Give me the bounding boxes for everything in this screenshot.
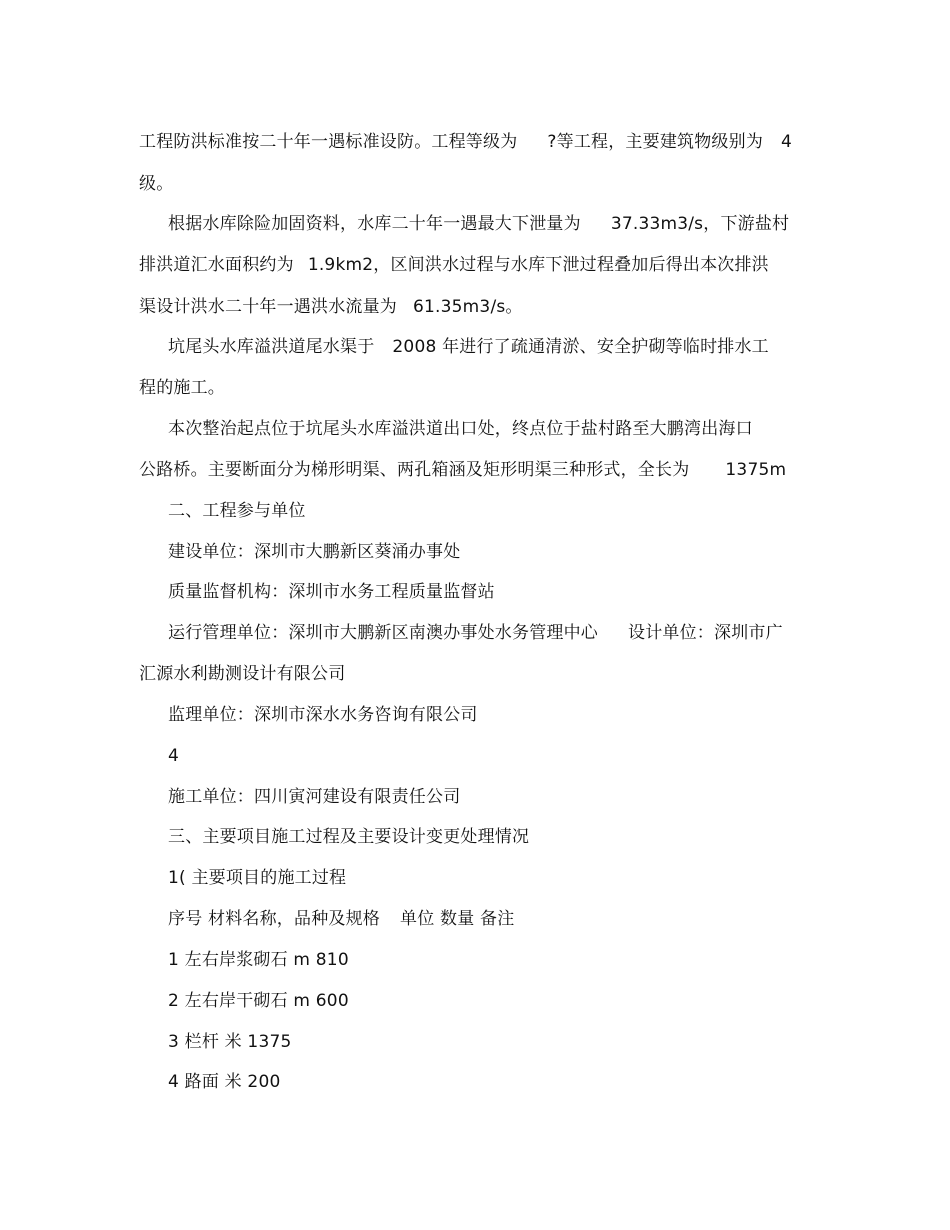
text-line xyxy=(168,622,783,644)
text-segment: 1 左右岸浆砌石 m 810 xyxy=(168,950,349,970)
text-line xyxy=(139,173,173,195)
text-line xyxy=(139,131,792,153)
text-line xyxy=(168,541,460,563)
text-segment: 工程防洪标准按二十年一遇标准设防。工程等级为 xyxy=(139,132,518,152)
text-segment: 单位 数量 备注 xyxy=(400,909,515,929)
table-row xyxy=(168,990,349,1012)
text-line xyxy=(168,418,753,440)
text-segment: 本次整治起点位于坑尾头水库溢洪道出口处，终点位于盐村路至大鹏湾出海口 xyxy=(168,419,753,439)
text-segment: 三、主要项目施工过程及主要设计变更处理情况 xyxy=(168,827,530,847)
text-line xyxy=(139,254,769,276)
text-line xyxy=(139,377,225,399)
text-segment: 排洪道汇水面积约为 xyxy=(139,255,294,275)
text-segment: 级。 xyxy=(139,174,174,194)
text-segment: 序号 材料名称，品种及规格 xyxy=(168,909,381,929)
text-segment: 设计单位：深圳市广 xyxy=(628,623,783,643)
section-heading xyxy=(168,500,306,522)
text-segment: 建设单位：深圳市大鹏新区葵涌办事处 xyxy=(168,542,461,562)
text-segment: 37.33m3/s，下游盐村 xyxy=(610,214,790,234)
text-segment: 运行管理单位：深圳市大鹏新区南澳办事处水务管理中心 xyxy=(168,623,598,643)
text-segment: ?等工程，主要建筑物级别为 xyxy=(547,132,764,152)
text-segment: 二、工程参与单位 xyxy=(168,501,306,521)
text-line xyxy=(168,213,789,235)
text-line xyxy=(139,296,523,318)
text-segment: 坑尾头水库溢洪道尾水渠于 xyxy=(168,337,375,357)
text-segment: 程的施工。 xyxy=(139,378,225,398)
text-segment: 质量监督机构：深圳市水务工程质量监督站 xyxy=(168,582,495,602)
subsection-heading xyxy=(168,867,346,889)
text-segment: 渠设计洪水二十年一遇洪水流量为 xyxy=(139,297,397,317)
text-segment: 施工单位：四川寅河建设有限责任公司 xyxy=(168,787,461,807)
text-line xyxy=(139,663,345,685)
table-row xyxy=(168,1071,280,1093)
text-segment: 1375m xyxy=(725,460,787,480)
text-line xyxy=(139,459,786,481)
text-segment: 4 xyxy=(781,132,793,152)
table-row xyxy=(168,949,349,971)
text-segment: 1.9km2，区间洪水过程与水库下泄过程叠加后得出本次排洪 xyxy=(307,255,769,275)
text-segment: 1( 主要项目的施工过程 xyxy=(168,868,347,888)
table-row xyxy=(168,1031,292,1053)
text-segment: 汇源水利勘测设计有限公司 xyxy=(139,664,346,684)
text-segment: 3 栏杆 米 1375 xyxy=(168,1032,292,1052)
text-segment: 公路桥。主要断面分为梯形明渠、两孔箱涵及矩形明渠三种形式，全长为 xyxy=(139,460,690,480)
text-line xyxy=(168,704,478,726)
text-line xyxy=(168,581,495,603)
section-heading xyxy=(168,826,529,848)
text-line xyxy=(168,336,769,358)
text-segment: 2008 年进行了疏通清淤、安全护砌等临时排水工 xyxy=(392,337,769,357)
text-segment: 61.35m3/s。 xyxy=(413,297,523,317)
page-number xyxy=(168,745,179,767)
text-segment: 监理单位：深圳市深水水务咨询有限公司 xyxy=(168,705,478,725)
text-segment: 4 路面 米 200 xyxy=(168,1072,281,1092)
table-header xyxy=(168,908,514,930)
text-segment: 4 xyxy=(168,746,180,766)
text-segment: 根据水库除险加固资料，水库二十年一遇最大下泄量为 xyxy=(168,214,581,234)
text-segment: 2 左右岸干砌石 m 600 xyxy=(168,991,349,1011)
text-line xyxy=(168,786,460,808)
